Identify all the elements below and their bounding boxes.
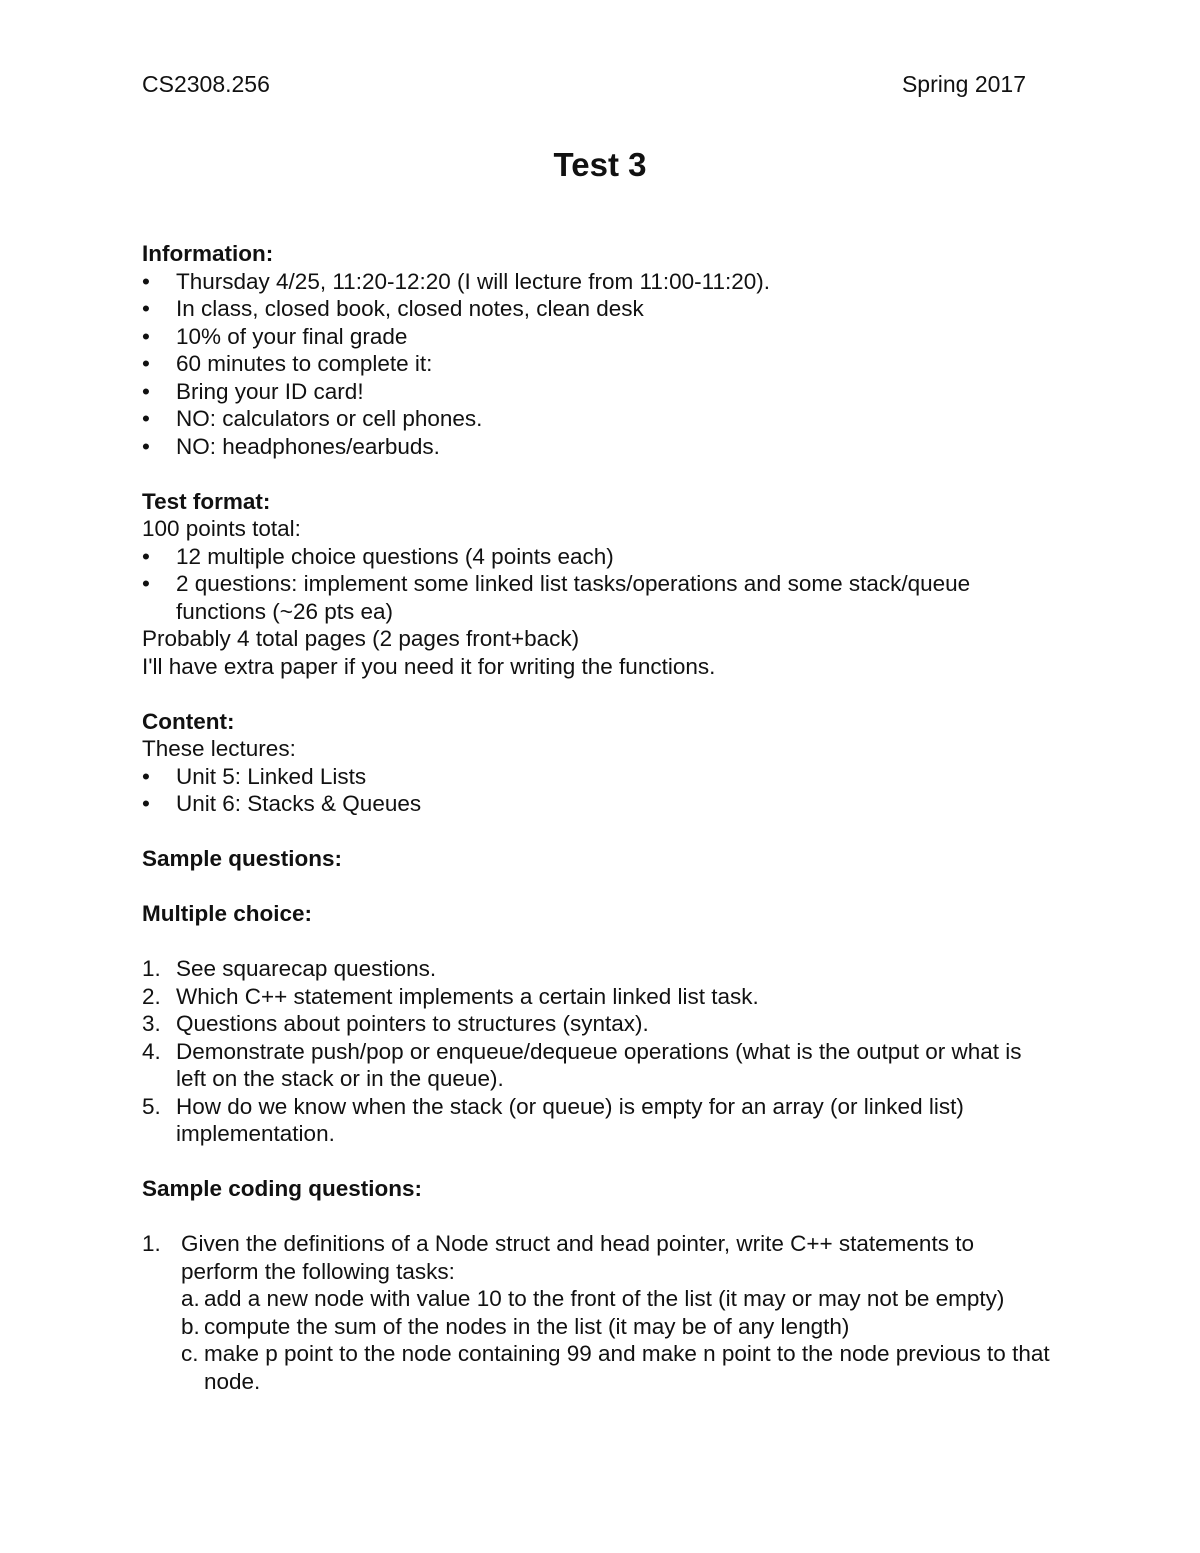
subtask-item (181, 1285, 1052, 1313)
coding-questions-list (142, 1230, 1052, 1395)
course-code: CS2308.256 (142, 71, 270, 97)
page-title: Test 3 (553, 146, 647, 183)
list-item: • 2 questions: implement some linked list tasks/operations and some stack/queue functions (~26 pts ea) (142, 570, 1052, 625)
document-body (142, 240, 1052, 1395)
multiple-choice-list (142, 955, 1052, 1148)
list-item (142, 983, 1052, 1011)
subtask-letter: b. (181, 1313, 200, 1339)
item-number: 1. (142, 1231, 161, 1256)
subtask-item (181, 1340, 1052, 1395)
list-item (142, 1093, 1052, 1148)
list-item: • 60 minutes to complete it: (142, 350, 1052, 378)
list-item: • 10% of your final grade (142, 323, 1052, 351)
list-item: • Thursday 4/25, 11:20-12:20 (I will lecture from 11:00-11:20). (142, 268, 1052, 296)
list-item: • Unit 5: Linked Lists (142, 763, 1052, 791)
subtask-text: compute the sum of the nodes in the list (it may be of any length) (204, 1313, 850, 1339)
subtask-item (181, 1313, 1052, 1341)
list-item (142, 1038, 1052, 1093)
item-text: Which C++ statement implements a certain linked list task. (176, 983, 759, 1009)
list-item: • NO: headphones/earbuds. (142, 433, 1052, 461)
item-number: 2. (142, 983, 161, 1009)
item-text: Given the definitions of a Node struct and head pointer, write C++ statements to perform the following tasks: (181, 1231, 974, 1284)
list-item: • In class, closed book, closed notes, clean desk (142, 295, 1052, 323)
list-item (142, 1230, 1052, 1395)
list-item: • 12 multiple choice questions (4 points each) (142, 543, 1052, 571)
list-item (142, 955, 1052, 983)
page-count-note: Probably 4 total pages (2 pages front+back) (142, 626, 580, 651)
information-heading: Information: (142, 241, 274, 266)
points-total: 100 points total: (142, 516, 301, 541)
item-text: Demonstrate push/pop or enqueue/dequeue operations (what is the output or what is left on the stack or in the queue). (176, 1038, 1022, 1091)
subtask-letter: c. (181, 1341, 199, 1366)
item-number: 4. (142, 1038, 161, 1064)
item-number: 1. (142, 956, 161, 981)
subtask-text: add a new node with value 10 to the front of the list (it may or may not be empty) (204, 1286, 1005, 1311)
coding-questions-heading: Sample coding questions: (142, 1176, 423, 1201)
subtask-text: make p point to the node containing 99 and make n point to the node previous to that node. (204, 1341, 1050, 1394)
item-text: How do we know when the stack (or queue) is empty for an array (or linked list) implementation. (176, 1093, 964, 1146)
content-list (142, 763, 1052, 818)
sample-questions-heading: Sample questions: (142, 846, 343, 871)
list-item (142, 1010, 1052, 1038)
extra-paper-note: I'll have extra paper if you need it for writing the functions. (142, 653, 716, 679)
multiple-choice-heading: Multiple choice: (142, 901, 313, 926)
content-heading: Content: (142, 708, 235, 734)
item-number: 3. (142, 1011, 161, 1036)
subtask-letter: a. (181, 1286, 200, 1311)
format-list (142, 543, 1052, 626)
list-item: • NO: calculators or cell phones. (142, 405, 1052, 433)
item-number: 5. (142, 1093, 161, 1119)
list-item: • Bring your ID card! (142, 378, 1052, 406)
item-text: Questions about pointers to structures (syntax). (176, 1011, 649, 1036)
test-format-heading: Test format: (142, 488, 271, 514)
term-label: Spring 2017 (901, 71, 1026, 97)
list-item: • Unit 6: Stacks & Queues (142, 790, 1052, 818)
subtask-list (181, 1285, 1052, 1395)
item-text: See squarecap questions. (176, 956, 437, 981)
lectures-intro: These lectures: (142, 736, 296, 761)
information-list (142, 268, 1052, 461)
